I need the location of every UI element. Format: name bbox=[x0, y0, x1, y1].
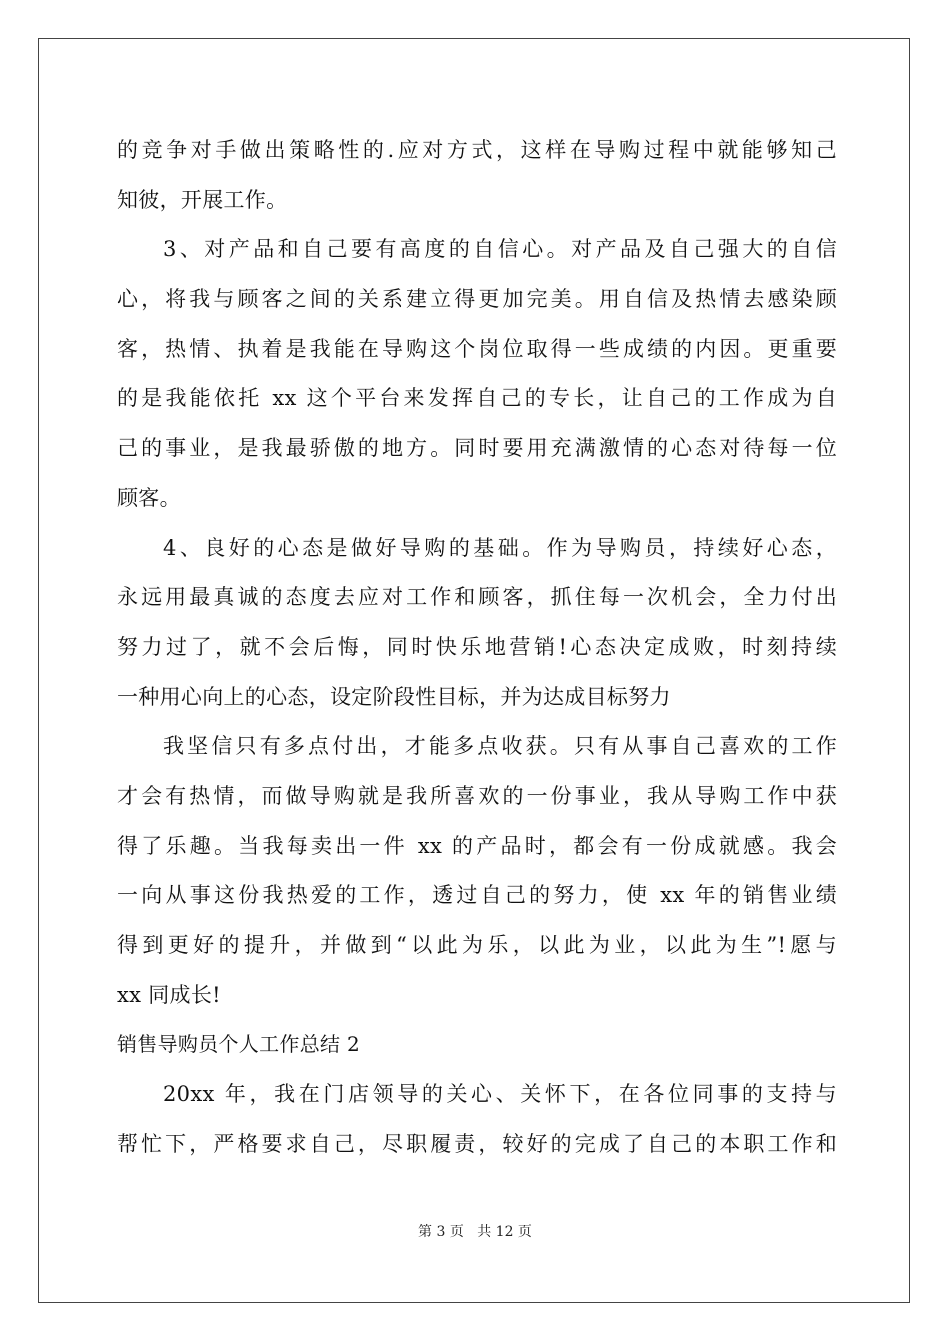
text-line: 知彼，开展工作。 bbox=[117, 187, 288, 212]
text-line: 顾客。 bbox=[117, 485, 181, 510]
page-footer bbox=[0, 1221, 950, 1241]
paragraph-start: 20xx 年，我在门店领导的关心、关怀下，在各位同事的支持与 bbox=[163, 1082, 837, 1107]
text-line: 努力过了，就不会后悔，同时快乐地营销!心态决定成败，时刻持续 bbox=[117, 634, 837, 659]
paragraph-start: 3、对产品和自己要有高度的自信心。对产品及自己强大的自信 bbox=[163, 237, 837, 262]
text-line: 心，将我与顾客之间的关系建立得更加完美。用自信及热情去感染顾 bbox=[117, 287, 837, 312]
text-line: 的竞争对手做出策略性的.应对方式，这样在导购过程中就能够知己 bbox=[117, 138, 837, 162]
text-line: 一向从事这份我热爱的工作，透过自己的努力，使 xx 年的销售业绩 bbox=[117, 883, 837, 908]
page-number: 第 3 页 bbox=[418, 1224, 464, 1240]
text-line: 帮忙下，严格要求自己，尽职履责，较好的完成了自己的本职工作和 bbox=[117, 1131, 837, 1156]
document-body bbox=[117, 126, 837, 1169]
text-line: 得了乐趣。当我每卖出一件 xx 的产品时，都会有一份成就感。我会 bbox=[117, 833, 837, 858]
section-heading: 销售导购员个人工作总结 2 bbox=[117, 1032, 360, 1057]
text-line: 的是我能依托 xx 这个平台来发挥自己的专长，让自己的工作成为自 bbox=[117, 386, 837, 411]
text-line: 得到更好的提升，并做到“以此为乐，以此为业，以此为生”!愿与 bbox=[117, 933, 837, 957]
text-line: 己的事业，是我最骄傲的地方。同时要用充满激情的心态对待每一位 bbox=[117, 436, 837, 461]
paragraph-start: 4、良好的心态是做好导购的基础。作为导购员，持续好心态， bbox=[163, 535, 837, 560]
text-line: 永远用最真诚的态度去应对工作和顾客，抓住每一次机会，全力付出 bbox=[117, 585, 837, 610]
text-line: xx 同成长! bbox=[117, 982, 221, 1007]
paragraph-start: 我坚信只有多点付出，才能多点收获。只有从事自己喜欢的工作 bbox=[163, 734, 837, 759]
text-line: 一种用心向上的心态，设定阶段性目标，并为达成目标努力 bbox=[117, 684, 671, 709]
text-line: 客，热情、执着是我能在导购这个岗位取得一些成绩的内因。更重要 bbox=[117, 336, 837, 361]
text-line: 才会有热情，而做导购就是我所喜欢的一份事业，我从导购工作中获 bbox=[117, 783, 837, 808]
page-total: 共 12 页 bbox=[477, 1224, 532, 1240]
